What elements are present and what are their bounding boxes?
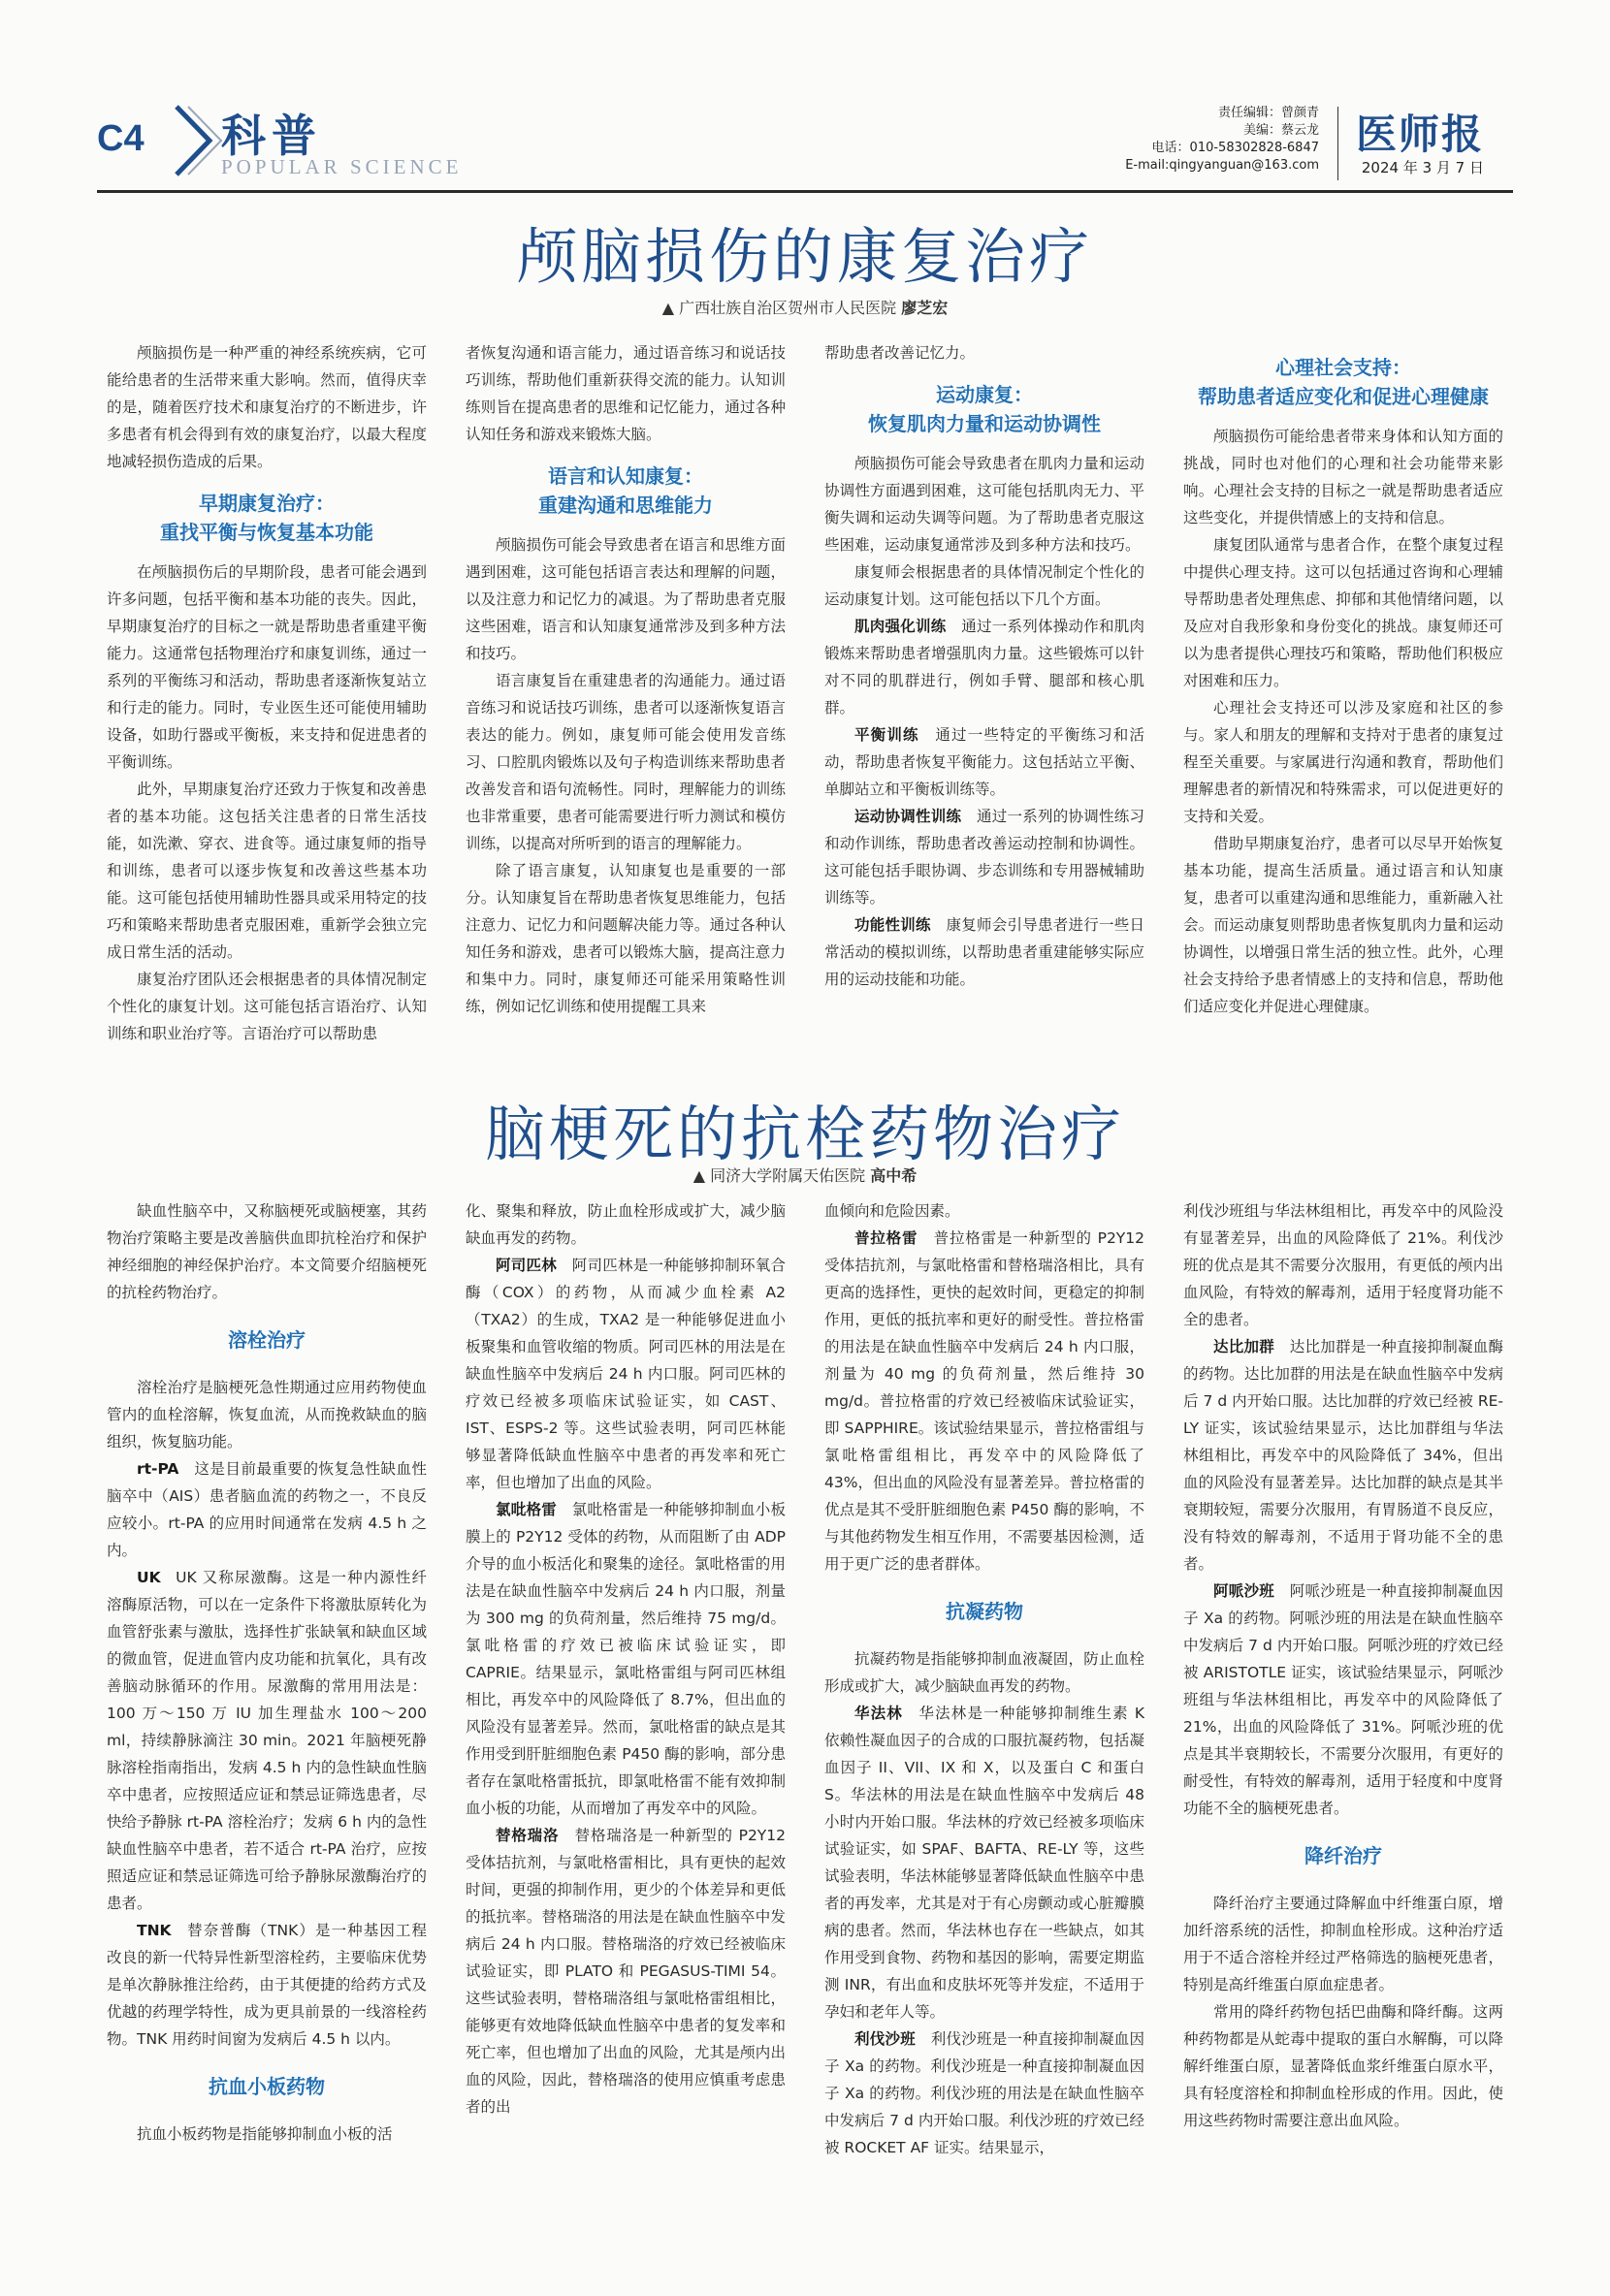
paragraph <box>107 1374 427 1455</box>
paragraph-text: 氯吡格雷是一种能够抑制血小板膜上的 P2Y12 受体的药物，从而阻断了由 ADP 介导的血小板活化和聚集的途径。氯吡格雷的用法是在缺血性脑卒中发病后 24 h 内口服，剂量为 300 mg 的负荷剂量，然后维持 75 mg/d。氯吡格雷的疗效已被临床试验证实，即 CAPRIE。结果显示，氯吡格雷组与阿司匹林组相比，再发卒中的风险降低了 8.7%，但出血的风险没有显著差异。然而，氯吡格雷的缺点是其作用受到肝脏细胞色素 P450 酶的影响，部分患者存在氯吡格雷抵抗，即氯吡格雷不能有效抑制血小板的功能，从而增加了再发卒中的风险。 <box>466 1501 786 1817</box>
paragraph-text: 利伐沙班是一种直接抑制凝血因子 Xa 的药物。利伐沙班是一种直接抑制凝血因子 Xa 的药物。利伐沙班的用法是在缺血性脑卒中发病后 7 d 内开始口服。利伐沙班的疗效已经被 ROCKET AF 证实。结果显示， <box>824 2030 1144 2156</box>
page-header <box>97 97 1513 190</box>
paragraph <box>466 667 786 857</box>
section-subtitle: POPULAR SCIENCE <box>221 155 463 178</box>
paragraph <box>1183 1998 1503 2134</box>
header-divider <box>1337 107 1338 180</box>
chevron-right-icon <box>167 103 225 178</box>
drug-name-lead: 达比加群 <box>1213 1338 1274 1355</box>
paragraph <box>107 1564 427 1917</box>
paragraph <box>466 531 786 667</box>
paragraph <box>466 1822 786 2121</box>
paragraph <box>824 1225 1144 1578</box>
issue-date: 2024 年 3 月 7 日 <box>1361 159 1484 176</box>
section-name: 科普 <box>221 110 322 162</box>
paragraph-text: 康复团队通常与患者合作，在整个康复过程中提供心理支持。这可以包括通过咨询和心理辅导帮助患者处理焦虑、抑郁和其他情绪问题，以及应对自我形象和身份变化的挑战。康复师还可以为患者提供心理技巧和策略，帮助他们积极应对困难和压力。 <box>1183 536 1503 689</box>
drug-name-lead: 平衡训练 <box>854 726 919 744</box>
paragraph-text: 康复师会引导患者进行一些日常活动的模拟训练，以帮助患者重建能够实际应用的运动技能和功能。 <box>824 916 1144 988</box>
article1-column <box>1183 339 1503 1076</box>
subheading: 早期康复治疗： 重找平衡与恢复基本功能 <box>160 492 373 544</box>
paragraph <box>107 1197 427 1306</box>
article2-column <box>824 1197 1144 2220</box>
paragraph-text: 缺血性脑卒中，又称脑梗死或脑梗塞，其药物治疗策略主要是改善脑供血即抗栓治疗和保护神经细胞的神经保护治疗。本文简要介绍脑梗死的抗栓药物治疗。 <box>107 1202 427 1301</box>
drug-name-lead: 阿司匹林 <box>496 1257 557 1274</box>
drug-name-lead: TNK <box>137 1922 172 1939</box>
paragraph-text: 替奈普酶（TNK）是一种基因工程改良的新一代特异性新型溶栓药，主要临床优势是单次静脉推注给药，由于其便捷的给药方式及优越的药理学特性，成为更具前景的一线溶栓药物。TNK 用药时间窗为发病后 4.5 h 以内。 <box>107 1922 427 2048</box>
paragraph <box>466 339 786 448</box>
article1-column <box>107 339 427 1076</box>
paragraph-text: 通过一系列体操动作和肌肉锻炼来帮助患者增强肌肉力量。这些锻炼可以针对不同的肌群进行，例如手臂、腿部和核心肌群。 <box>824 618 1144 717</box>
drug-name-lead: rt-PA <box>137 1460 179 1478</box>
credit-email: E-mail:qingyanguan@163.com <box>1125 158 1319 173</box>
paragraph-text: 血倾向和危险因素。 <box>824 1202 960 1220</box>
paragraph-text: 达比加群是一种直接抑制凝血酶的药物。达比加群的用法是在缺血性脑卒中发病后 7 d 内开始口服。达比加群的疗效已经被 RE-LY 证实，该试验结果显示，达比加群组与华法林组相比，再发卒中的风险降低了 34%，但出血的风险没有显著差异。达比加群的缺点是其半衰期较短，需要分次服用，有胃肠道不良反应，没有特效的解毒剂，不适用于肾功能不全的患者。 <box>1183 1338 1503 1573</box>
paragraph-text: 抗凝药物是指能够抑制血液凝固，防止血栓形成或扩大，减少脑缺血再发的药物。 <box>824 1650 1144 1695</box>
drug-name-lead: 华法林 <box>854 1705 903 1722</box>
editor-credits <box>1125 105 1319 175</box>
paragraph <box>107 558 427 776</box>
subheading: 抗凝药物 <box>946 1600 1023 1623</box>
article1-byline <box>97 296 1513 318</box>
drug-name-lead: 氯吡格雷 <box>496 1501 557 1518</box>
paragraph-text: 溶栓治疗是脑梗死急性期通过应用药物使血管内的血栓溶解，恢复血流，从而挽救缺血的脑组织，恢复脑功能。 <box>107 1379 427 1451</box>
drug-name-lead: 普拉格雷 <box>854 1229 918 1247</box>
article2-body <box>107 1197 1503 2220</box>
credit-designer: 美编：蔡云龙 <box>1242 123 1319 138</box>
article1-column <box>824 339 1144 1076</box>
paragraph <box>1183 1890 1503 1998</box>
paragraph-text: 阿司匹林是一种能够抑制环氧合酶（COX）的药物，从而减少血栓素 A2（TXA2）的生成，TXA2 是一种能够促进血小板聚集和血管收缩的物质。阿司匹林的用法是在缺血性脑卒中发病后 24 h 内口服。阿司匹林的疗效已经被多项临床试验证实，如 CAST、IST、ESPS-2 等。这些试验表明，阿司匹林能够显著降低缺血性脑卒中患者的再发率和死亡率，但也增加了出血的风险。 <box>466 1257 786 1491</box>
paragraph <box>824 1700 1144 2025</box>
paragraph <box>466 857 786 1020</box>
paragraph <box>466 1197 786 1252</box>
paragraph <box>824 613 1144 721</box>
subheading: 溶栓治疗 <box>228 1328 306 1352</box>
paragraph-text: 抗血小板药物是指能够抑制血小板的活 <box>137 2125 393 2143</box>
paragraph-text: 在颅脑损伤后的早期阶段，患者可能会遇到许多问题，包括平衡和基本功能的丧失。因此，早期康复治疗的目标之一就是帮助患者重建平衡能力。这通常包括物理治疗和康复训练，通过一系列的平衡练习和活动，帮助患者逐渐恢复站立和行走的能力。同时，专业医生还可能使用辅助设备，如助行器或平衡板，来支持和促进患者的平衡训练。 <box>107 563 427 771</box>
credit-editor: 责任编辑：曾颜青 <box>1217 106 1319 120</box>
subheading: 运动康复： 恢复肌肉力量和运动协调性 <box>868 383 1101 435</box>
newspaper-logo: 医师报 <box>1355 111 1484 158</box>
article1-body <box>107 339 1503 1076</box>
subheading: 心理社会支持： 帮助患者适应变化和促进心理健康 <box>1198 356 1489 408</box>
article2-author: 高中希 <box>870 1166 918 1185</box>
paragraph <box>107 1917 427 2053</box>
paragraph-text: 此外，早期康复治疗还致力于恢复和改善患者的基本功能。这包括关注患者的日常生活技能，如洗漱、穿衣、进食等。通过康复师的指导和训练，患者可以逐步恢复和改善这些基本功能。这可能包括使用辅助性器具或采用特定的技巧和策略来帮助患者克服困难，重新学会独立完成日常生活的活动。 <box>107 781 427 961</box>
article2-title: 脑梗死的抗栓药物治疗 <box>484 1099 1125 1169</box>
paragraph <box>1183 423 1503 531</box>
paragraph-text: 颅脑损伤是一种严重的神经系统疾病，它可能给患者的生活带来重大影响。然而，值得庆幸的是，随着医疗技术和康复治疗的不断进步，许多患者有机会得到有效的康复治疗，以最大程度地减轻损伤造成的后果。 <box>107 344 427 470</box>
drug-name-lead: 功能性训练 <box>854 916 931 934</box>
paragraph <box>1183 830 1503 1020</box>
paragraph-text: 阿哌沙班是一种直接抑制凝血因子 Xa 的药物。阿哌沙班的用法是在缺血性脑卒中发病后 7 d 内开始口服。阿哌沙班的疗效已经被 ARISTOTLE 证实，该试验结果显示，阿哌沙班组与华法林组相比，再发卒中的风险降低了 21%，出血的风险降低了 31%。阿哌沙班的优点是其半衰期较长，不需要分次服用，有更好的耐受性，有特效的解毒剂，适用于轻度和中度肾功能不全的脑梗死患者。 <box>1183 1582 1503 1817</box>
paragraph <box>824 803 1144 911</box>
paragraph-text: 化、聚集和释放，防止血栓形成或扩大，减少脑缺血再发的药物。 <box>466 1202 786 1247</box>
paragraph <box>824 1645 1144 1700</box>
paragraph <box>1183 694 1503 830</box>
paragraph-text: 普拉格雷是一种新型的 P2Y12 受体拮抗剂，与氯吡格雷和替格瑞洛相比，具有更高的选择性，更快的起效时间，更稳定的抑制作用，更低的抵抗率和更好的耐受性。普拉格雷的用法是在缺血性脑卒中发病后 24 h 内口服，剂量为 40 mg 的负荷剂量，然后维持 30 mg/d。普拉格雷的疗效已经被临床试验证实，即 SAPPHIRE。该试验结果显示，普拉格雷组与氯吡格雷组相比，再发卒中的风险降低了 43%，但出血的风险没有显著差异。普拉格雷的优点是其不受肝脏细胞色素 P450 酶的影响，不与其他药物发生相互作用，不需要基因检测，适用于更广泛的患者群体。 <box>824 1229 1144 1573</box>
paragraph-text: 降纤治疗主要通过降解血中纤维蛋白原，增加纤溶系统的活性，抑制血栓形成。这种治疗适用于不适合溶栓并经过严格筛选的脑梗死患者，特别是高纤维蛋白原血症患者。 <box>1183 1895 1503 1993</box>
paragraph <box>107 1455 427 1564</box>
drug-name-lead: 阿哌沙班 <box>1213 1582 1274 1600</box>
paragraph-text: 心理社会支持还可以涉及家庭和社区的参与。家人和朋友的理解和支持对于患者的康复过程至关重要。与家属进行沟通和教育，帮助他们理解患者的新情况和特殊需求，可以促进更好的支持和关爱。 <box>1183 699 1503 825</box>
paragraph-text: 通过一些特定的平衡练习和活动，帮助患者恢复平衡能力。这包括站立平衡、单脚站立和平衡板训练等。 <box>824 726 1144 798</box>
paragraph <box>824 2025 1144 2161</box>
paragraph-text: 康复师会根据患者的具体情况制定个性化的运动康复计划。这可能包括以下几个方面。 <box>824 563 1144 608</box>
paragraph-text: 颅脑损伤可能给患者带来身体和认知方面的挑战，同时也对他们的心理和社会功能带来影响。心理社会支持的目标之一就是帮助患者适应这些变化，并提供情感上的支持和信息。 <box>1183 428 1503 526</box>
page-code: C4 <box>97 118 145 159</box>
article2-column <box>1183 1197 1503 2220</box>
paragraph <box>824 721 1144 803</box>
paragraph-text: 帮助患者改善记忆力。 <box>824 344 976 362</box>
drug-name-lead: 替格瑞洛 <box>496 1827 560 1844</box>
paragraph-text: 康复治疗团队还会根据患者的具体情况制定个性化的康复计划。这可能包括言语治疗、认知训练和职业治疗等。言语治疗可以帮助患 <box>107 971 427 1042</box>
header-rule <box>97 190 1513 193</box>
drug-name-lead: 利伐沙班 <box>854 2030 916 2048</box>
subheading: 抗血小板药物 <box>209 2075 325 2098</box>
paragraph <box>107 339 427 475</box>
paragraph <box>1183 1197 1503 1333</box>
subheading: 语言和认知康复： 重建沟通和思维能力 <box>538 464 713 517</box>
paragraph-text: 通过一系列的协调性练习和动作训练，帮助患者改善运动控制和协调性。这可能包括手眼协调、步态训练和专用器械辅助训练等。 <box>824 808 1144 907</box>
paragraph-text: 颅脑损伤可能会导致患者在肌肉力量和运动协调性方面遇到困难，这可能包括肌肉无力、平衡失调和运动失调等问题。为了帮助患者克服这些困难，运动康复通常涉及到多种方法和技巧。 <box>824 455 1144 554</box>
article2-column <box>107 1197 427 2220</box>
paragraph <box>824 339 1144 367</box>
paragraph-text: 利伐沙班组与华法林组相比，再发卒中的风险没有显著差异，出血的风险降低了 21%。利伐沙班的优点是其不需要分次服用，有更低的颅内出血风险，有特效的解毒剂，适用于轻度肾功能不全的患者。 <box>1183 1202 1503 1328</box>
article1-title: 颅脑损伤的康复治疗 <box>516 221 1093 292</box>
paragraph <box>466 1252 786 1496</box>
paragraph-text: 借助早期康复治疗，患者可以尽早开始恢复基本功能，提高生活质量。通过语言和认知康复，患者可以重建沟通和思维能力，重新融入社会。而运动康复则帮助患者恢复肌肉力量和运动协调性，以增强日常生活的独立性。此外，心理社会支持给予患者情感上的支持和信息，帮助他们适应变化并促进心理健康。 <box>1183 835 1503 1015</box>
paragraph-text: UK 又称尿激酶。这是一种内源性纤溶酶原活物，可以在一定条件下将激肽原转化为血管舒张素与激肽，选择性扩张缺氧和缺血区域的微血管，促进血管内皮功能和抗氧化，具有改善脑动脉循环的作用。尿激酶的常用用法是：100 万～150 万 IU 加生理盐水 100～200 ml，持续静脉滴注 30 min。2021 年脑梗死静脉溶栓指南指出，发病 4.5 h 内的急性缺血性脑卒中患者，应按照适应证和禁忌证筛选患者，尽快给予静脉 rt-PA 溶栓治疗；发病 6 h 内的急性缺血性脑卒中患者，若不适合 rt-PA 治疗，应按照适应证和禁忌证筛选可给予静脉尿激酶治疗的患者。 <box>107 1569 427 1912</box>
paragraph <box>107 776 427 966</box>
article2-column <box>466 1197 786 2220</box>
subheading: 降纤治疗 <box>1304 1844 1382 1867</box>
paragraph-text: 这是目前最重要的恢复急性缺血性脑卒中（AIS）患者脑血流的药物之一，不良反应较小。rt-PA 的应用时间通常在发病 4.5 h 之内。 <box>107 1460 427 1559</box>
paragraph <box>466 1496 786 1822</box>
paragraph-text: 华法林是一种能够抑制维生素 K 依赖性凝血因子的合成的口服抗凝药物，包括凝血因子 II、VII、IX 和 X，以及蛋白 C 和蛋白 S。华法林的用法是在缺血性脑卒中发病后 48 小时内开始口服。华法林的疗效已经被多项临床试验证实，如 SPAF、BAFTA、RE-LY 等，这些试验表明，华法林能够显著降低缺血性脑卒中患者的再发率，尤其是对于有心房颤动或心脏瓣膜病的患者。然而，华法林也存在一些缺点，如其作用受到食物、药物和基因的影响，需要定期监测 INR，有出血和皮肤坏死等并发症，不适用于孕妇和老年人等。 <box>824 1705 1144 2021</box>
paragraph <box>107 966 427 1047</box>
paragraph <box>1183 1333 1503 1578</box>
credit-phone: 电话：010-58302828-6847 <box>1151 141 1319 155</box>
paragraph-text: 常用的降纤药物包括巴曲酶和降纤酶。这两种药物都是从蛇毒中提取的蛋白水解酶，可以降解纤维蛋白原，显著降低血浆纤维蛋白原水平，具有轻度溶栓和抑制血栓形成的作用。因此，使用这些药物时需要注意出血风险。 <box>1183 2003 1503 2129</box>
paragraph-text: 者恢复沟通和语言能力，通过语音练习和说话技巧训练，帮助他们重新获得交流的能力。认知训练则旨在提高患者的思维和记忆能力，通过各种认知任务和游戏来锻炼大脑。 <box>466 344 786 443</box>
article2-affiliation: ▲ 同济大学附属天佑医院 <box>692 1166 866 1185</box>
paragraph-text: 语言康复旨在重建患者的沟通能力。通过语音练习和说话技巧训练，患者可以逐渐恢复语言表达的能力。例如，康复师可能会使用发音练习、口腔肌肉锻炼以及句子构造训练来帮助患者改善发音和语句流畅性。同时，理解能力的训练也非常重要，患者可能需要进行听力测试和模仿训练，以提高对所听到的语言的理解能力。 <box>466 672 786 852</box>
paragraph-text: 除了语言康复，认知康复也是重要的一部分。认知康复旨在帮助患者恢复思维能力，包括注意力、记忆力和问题解决能力等。通过各种认知任务和游戏，患者可以锻炼大脑，提高注意力和集中力。同时，康复师还可能采用策略性训练，例如记忆训练和使用提醒工具来 <box>466 862 786 1015</box>
article1-column <box>466 339 786 1076</box>
drug-name-lead: 运动协调性训练 <box>854 808 962 825</box>
drug-name-lead: 肌肉强化训练 <box>854 618 947 635</box>
article2-byline <box>97 1164 1513 1186</box>
paragraph <box>824 450 1144 558</box>
article1-author: 廖芝宏 <box>901 299 949 317</box>
paragraph <box>824 911 1144 993</box>
paragraph <box>1183 531 1503 694</box>
paragraph <box>107 2121 427 2148</box>
paragraph-text: 颅脑损伤可能会导致患者在语言和思维方面遇到困难，这可能包括语言表达和理解的问题，以及注意力和记忆力的减退。为了帮助患者克服这些困难，语言和认知康复通常涉及到多种方法和技巧。 <box>466 536 786 662</box>
paragraph-text: 替格瑞洛是一种新型的 P2Y12 受体拮抗剂，与氯吡格雷相比，具有更快的起效时间，更强的抑制作用，更少的个体差异和更低的抵抗率。替格瑞洛的用法是在缺血性脑卒中发病后 24 h 内口服。替格瑞洛的疗效已经被临床试验证实，即 PLATO 和 PEGASUS-TIMI 54。这些试验表明，替格瑞洛组与氯吡格雷组相比，能够更有效地降低缺血性脑卒中患者的复发率和死亡率，但也增加了出血的风险，尤其是颅内出血的风险，因此，替格瑞洛的使用应慎重考虑患者的出 <box>466 1827 786 2116</box>
paragraph <box>824 1197 1144 1225</box>
drug-name-lead: UK <box>137 1569 161 1586</box>
paragraph <box>1183 1578 1503 1822</box>
paragraph <box>824 558 1144 613</box>
article1-affiliation: ▲ 广西壮族自治区贺州市人民医院 <box>661 299 897 317</box>
